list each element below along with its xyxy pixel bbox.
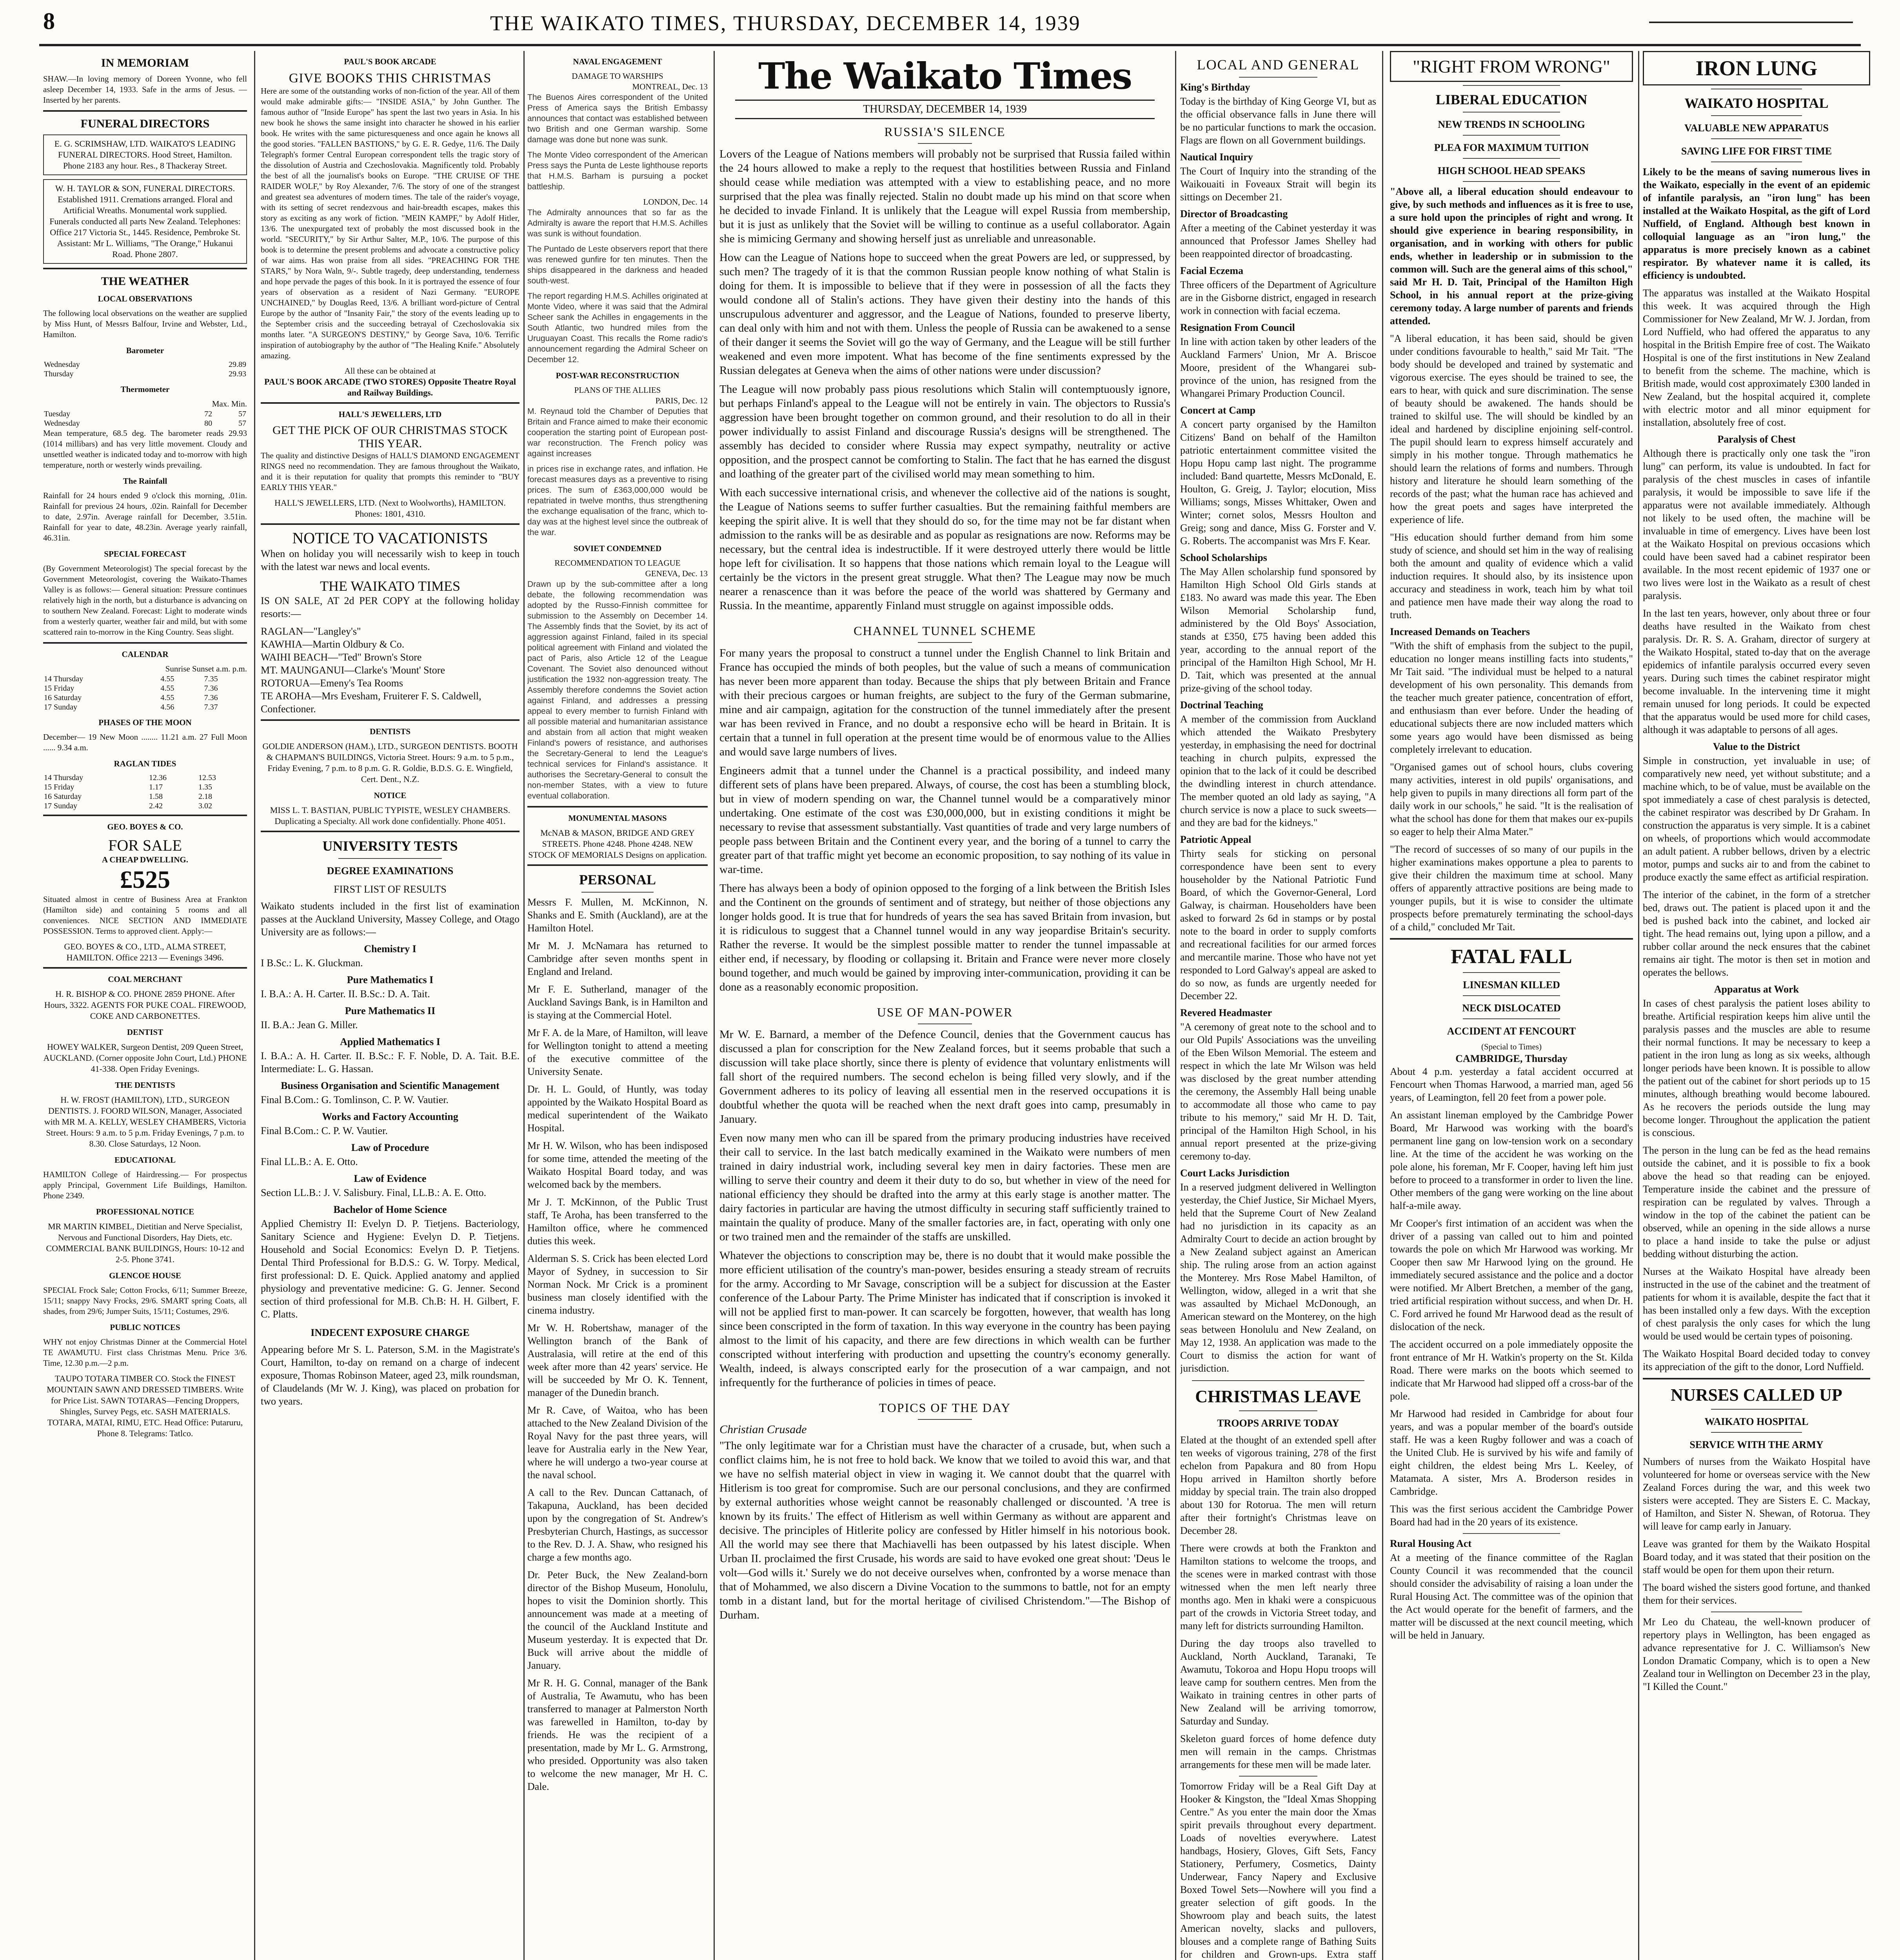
coal-heading: COAL MERCHANT	[108, 975, 182, 984]
topics-heading: TOPICS OF THE DAY	[879, 1401, 1011, 1415]
public-notice: WHY not enjoy Christmas Dinner at the Commercial Hotel TE AWAMUTU. First class Christmas Menu. Price 3/6. Time, 12.30 p.m.—2 p.m.	[43, 1337, 247, 1368]
local-item-heading: Facial Eczema	[1180, 265, 1243, 276]
local-item-heading: Resignation From Council	[1180, 322, 1295, 333]
dentist-heading: DENTIST	[127, 1027, 163, 1037]
dwelling: A CHEAP DWELLING.	[102, 855, 188, 864]
local-item-heading: School Scholarships	[1180, 552, 1267, 563]
column-divider	[254, 51, 255, 1960]
kimbel-ad: MR MARTIN KIMBEL, Dietitian and Nerve Specialist, Nervous and Functional Disorders, Hay Diets, etc. COMMERCIAL BANK BUILDINGS, Hours: 10-12 and 2-5. Phone 3741.	[46, 1221, 244, 1264]
totara-ad: TAUPO TOTARA TIMBER CO. Stock the FINEST MOUNTAIN SAWN AND DRESSED TIMBERS. Write for Price List. SAWN TOTARAS—Fencing Droppers, Shingles, Survey Pegs, etc. SASH MATERIALS. TOTARA, MATAI, RIMU, ETC. Head Office: Putaruru, Phone 8. Telegrams: Tatlco.	[46, 1374, 243, 1438]
soviet-heading: SOVIET CONDEMNED	[573, 544, 662, 553]
public-notices-heading: PUBLIC NOTICES	[110, 1323, 180, 1332]
local-item-text: In line with action taken by other leaders of the Auckland Farmers' Union, Mr A. Briscoe Moore, president of the Whangarei sub-province of the union, has resigned from the Whangarei Primary Production Council.	[1180, 336, 1376, 399]
right-from-wrong-box	[1390, 51, 1633, 82]
scrimshaw-ad: E. G. SCRIMSHAW, LTD. WAIKATO'S LEADING FUNERAL DIRECTORS. Hood Street, Hamilton. Phone 2183 any hour. Res., 8 Thackeray Street.	[43, 134, 247, 175]
tides-table: 14 Thursday 12.36 12.53 15 Friday 1.17 1.35 16 Saturday 1.58 2.18 17 Sunday 2.42 3.02	[44, 773, 216, 810]
column-divider	[714, 51, 715, 1960]
masthead-rule	[39, 44, 1861, 46]
local-item-text: After a meeting of the Cabinet yesterday it was announced that Professor James Shelley had been reappointed director of broadcasting.	[1180, 222, 1376, 260]
nameplate: The Waikato Times	[758, 55, 1132, 97]
halls-text: The quality and distinctive Designs of HALL'S DIAMOND ENGAGEMENT RINGS need no recommendation. They are famous throughout the Waikato, and it is their reputation for quality that prompts this reminder to "BUY EARLY THIS YEAR."	[261, 451, 520, 492]
result-names: Final B.Com.: C. P. W. Vautier.	[261, 1125, 388, 1136]
personal-item: Mr F. A. de la Mare, of Hamilton, will leave for Wellington tonight to attend a meeting of the executive committee of the University Senate.	[527, 1027, 708, 1077]
result-subject: Pure Mathematics I	[347, 974, 434, 985]
personal-item: Mr F. E. Sutherland, manager of the Auckland Savings Bank, is in Hamilton and is staying at the Commercial Hotel.	[527, 984, 708, 1021]
thermometer-note: Mean temperature, 68.5 deg. The barometer reads 29.93 (1014 millibars) and has very little movement. Cloudy and unsettled weather is indicated today and to-morrow with high temperature, north or westerly winds prevailing.	[43, 428, 247, 470]
local-item-text: A concert party organised by the Hamilton Citizens' Band on behalf of the Hamilton patriotic entertainment committee visited the Hopu Hopu camp last night. The programme included: Band quartette, Messrs McDonald, E. Houlton, G. Greig, J. Taylor; elocution, Miss Williams; songs, Misses Whittaker, Owen and Winter; cornet solos, Messrs Houlton and Greig; song and dance, Miss G. Forster and V. G. Roberts. The accompanist was Mrs F. Kear.	[1180, 419, 1376, 546]
local-item-heading: Director of Broadcasting	[1180, 208, 1288, 220]
naval-heading: NAVAL ENGAGEMENT	[573, 57, 662, 66]
local-item-text: A member of the commission from Auckland which attended the Waikato Presbytery yesterday, in emphasising the need for doctrinal teaching in church pulpits, expressed the opinion that to the lack of it could be described the dwindling interest in church attendance. The member quoted an old lady as saying, "A church service is now a place to suck sweets—and they are bad for the kidneys."	[1180, 713, 1376, 828]
boyes-heading: GEO. BOYES & CO.	[107, 822, 183, 831]
result-subject: Applied Mathematics I	[340, 1036, 440, 1047]
local-item-text: The May Allen scholarship fund sponsored by Hamilton High School Old Girls stands at £183. No award was made this year. The Eben Wilson Memorial Scholarship fund, administered by the Old Boys' Association, stands at £350, £75 having been added this year, according to the annual report of the principal of the Hamilton High School, Mr H. D. Tait, which was presented at the annual prize-giving of the school today.	[1180, 566, 1376, 694]
glencoe-text: SPECIAL Frock Sale; Cotton Frocks, 6/11; Summer Breeze, 15/11; snappy Navy Frocks, 29/6. SMART spring Coats, all shades, from 29/6; Jumper Suits, 15/11; Costumes, 29/6.	[43, 1285, 247, 1316]
barometer-table: Wednesday 29.89 Thursday 29.93	[44, 360, 246, 378]
bastian-ad: MISS L. T. BASTIAN, PUBLIC TYPISTE, WESLEY CHAMBERS. Duplicating a Specialty. All work done confidentially. Phone 4051.	[270, 805, 510, 826]
column-divider	[1175, 51, 1176, 1960]
personal-item: Mr W. H. Robertshaw, manager of the Wellington branch of the Bank of Australasia, will retire at the end of this week after more than 42 years' service. He will be succeeded by Mr O. K. Tennent, manager of the Dunedin branch.	[527, 1322, 708, 1398]
result-names: Applied Chemistry II: Evelyn D. P. Tietjens. Bacteriology, Sanitary Science and Hygiene: Evelyn D. P. Tietjens. Household and Social Economics: Evelyn D. P. Tietjens. Dental Third Professional for B.D.S.: G. W. Torpy. Medical, first professional: D. E. Quick. Applied anatomy and applied physiology and preventative medicine: G. G. Jenner. Second section of third professional for M.B. Ch.B: H. H. Gilbert, F. C. Platts.	[261, 1218, 520, 1320]
personal-list	[527, 896, 708, 1793]
personal-item: Mr R. H. G. Connal, manager of the Bank of Australia, Te Awamutu, who has been transferred to manager at Palmerston North was farewelled in Hamilton, to-day by friends. He was the recipient of a presentation, made by Mr L. G. Armstrong, who presided. Opportunity was also taken to welcome the new manager, Mr H. C. Dale.	[527, 1677, 708, 1792]
column-divider	[1382, 51, 1383, 1960]
hooker-kingston-ad: Tomorrow Friday will be a Real Gift Day at Hooker & Kingston, the "Ideal Xmas Shopping Centre." As you enter the main door the Xmas spirit prevails throughout every department. Loads of novelties everywhere. Latest handbags, Hosiery, Gloves, Gift Sets, Fancy Stationery, Perfumery, Cosmetics, Dainty Underwear, Fancy Napery and Exclusive Boxed Towel Sets—Nowhere will you find a greater selection of gift goods. In the Showroom play and beach suits, the latest American novelty, slacks and pullovers, blouses and a complete range of Bathing Suits for children and Grown-ups. Extra staff	[1180, 1780, 1376, 1960]
post-war-heading: POST-WAR RECONSTRUCTION	[556, 371, 679, 380]
local-item-heading: Nautical Inquiry	[1180, 151, 1253, 163]
pick-stock: GET THE PICK OF OUR CHRISTMAS STOCK THIS YEAR.	[272, 424, 508, 450]
local-item-text: "A ceremony of great note to the school and to our Old Pupils' Associations was the unveiling of the Eben Wilson Memorial. The esteem and respect in which the late Mr Wilson was held was disclosed by the great number attending the ceremony, the Assembly Hall being unable to accommodate all those who came to pay tribute to his memory," said Mr H. D. Tait, principal of the Hamilton High School, in his annual report presented at the prize-giving ceremony to-day.	[1180, 1021, 1376, 1162]
running-title: THE WAIKATO TIMES, THURSDAY, DECEMBER 14, 1939	[490, 11, 1081, 35]
local-item-text: Three officers of the Department of Agriculture are in the Gisborne district, engaged in research work in connection with facial eczema.	[1180, 279, 1376, 316]
personal-item: A call to the Rev. Duncan Cattanach, of Takapuna, Auckland, has been decided upon by the congregation of St. Andrew's Presbyterian Church, Hastings, as successor to the Rev. D. J. A. Shaw, who resigned his charge a few months ago.	[527, 1487, 708, 1563]
column-divider	[1638, 51, 1639, 1960]
edition-date: THURSDAY, DECEMBER 14, 1939	[735, 100, 1155, 119]
bishop-ad: H. R. BISHOP & CO. PHONE 2859 PHONE. After Hours, 3322. AGENTS FOR PUKE COAL. FIREWOOD, COKE AND CARBONETTES.	[44, 989, 246, 1021]
notice-heading: NOTICE	[374, 791, 407, 800]
personal-item: Dr. Peter Buck, the New Zealand-born director of the Bishop Museum, Honolulu, hopes to visit the Dominion shortly. This announcement was made at a meeting of the council of the Auckland Institute and Museum yesterday. It is expected that Dr. Buck will arrive about the middle of January.	[527, 1569, 708, 1671]
funeral-heading: FUNERAL DIRECTORS	[80, 117, 210, 130]
paul-ad: PAUL'S BOOK ARCADE (TWO STORES) Opposite Theatre Royal and Railway Buildings.	[264, 377, 516, 397]
result-subject: Pure Mathematics II	[345, 1005, 436, 1016]
nurses-heading: NURSES CALLED UP	[1671, 1385, 1842, 1405]
result-names: I B.Sc.: L. K. Gluckman.	[261, 957, 363, 969]
frost-ad: H. W. FROST (HAMILTON), LTD., SURGEON DENTISTS. J. FOORD WILSON, Manager, Associated with MR M. A. KELLY, WESLEY CHAMBERS, Victoria Street. Hours: 9 a.m. to 5 p.m. Friday Evenings, 7 p.m. to 8.30. Close Saturdays, 12 Noon.	[44, 1095, 246, 1149]
right-from-wrong-heading: "RIGHT FROM WRONG"	[1413, 56, 1610, 76]
sale-text: Situated almost in centre of Business Area at Frankton (Hamilton side) and containing 5 rooms and all conveniences. NICE SECTION AND IMMEDIATE POSSESSION. Terms to approved client. Apply:—	[43, 895, 247, 936]
result-subject: Law of Procedure	[351, 1142, 429, 1153]
ads-column: PAUL'S BOOK ARCADE GIVE BOOKS THIS CHRISTMAS Here are some of the outstanding works of non-fiction of the year. All of them would make admirable gifts:— "INSIDE ASIA," by John Gunther. The famous author of "Inside Europe" has spent the last two years in Asia. In his new book he shows the same insight into character he showed in his earlier book. He writes with the same picturesqueness and once again he knows all the good stories. "FALLEN BASTIONS," by G. E. R. Gedye, 11/6. The Daily Telegraph's former Central European correspondent tells the tragic story of the dissolution of Austria and Czechoslovakia. Magnificently told. Probably the best of all the journalist's books on Europe. "THE CRUISE OF THE RAIDER WOLF," by Roy Alexander, 7/6. The story of one of the strangest and greatest sea adventures of modern times. The tale of the raider's voyage, with its setting of secret rendezvous and hair-breadth escapes, makes this story as exciting as any work of fiction. "MEIN KAMPF," by Adolf Hitler, 13/6. The unexpurgated text of probably the most discussed book in the world. "SECURITY," by Sir Arthur Salter, M.P., 10/6. The purpose of this book is to determine the present problems and advocate a constructive policy of war aims. Has won praise from all sides. "PREACHING FOR THE STARS," by Nora Waln, 9/-. Subtle tragedy, deep understanding, tenderness and hope pervade the pages of this book. In it is portrayed the essence of four years of observation as a resident of Nazi Germany. "EUROPE UNCHAINED," by Douglas Reed, 13/6. A brilliant word-picture of Central Europe by the author of "Insanity Fair," the story of the events leading up to the September crisis and the succeeding betrayal of Czechoslovakia six months later. "A SURGEON'S DESTINY," by George Sava, 10/6. Terrific inspiration of autobiography by the author of "The Healing Knife." Absolutely amazing. All these can be obtained at PAUL'S BOOK ARCADE (TWO STORES) Opposite Theatre Royal and Railway Buildings. HALL'S JEWELLERS, LTD GET THE PICK OF OUR CHRISTMAS STOCK THIS YEAR. The quality and distinctive Designs of HALL'S DIAMOND ENGAGEMENT RINGS need no recommendation. They are famous throughout the Waikato, and it is their reputation for quality that prompts this reminder to "BUY EARLY THIS YEAR." HALL'S JEWELLERS, LTD. (Next to Woolworths), HAMILTON. Phones: 1801, 4310. NOTICE TO VACATIONISTS When on holiday you will necessarily wish to keep in touch with the latest war news and local events. THE WAIKATO TIMES IS ON SALE, AT 2d PER COPY at the following holiday resorts:— RAGLAN—"Langley's" KAWHIA—Martin Oldbury & Co. WAIHI BEACH—"Ted" Brown's Store MT. MAUNGANUI—Clarke's 'Mount' Store ROTORUA—Emeny's Tea Rooms TE AROHA—Mrs Evesham, Fruiterer F. S. Caldwell, Confectioner. DENTISTS GOLDIE ANDERSON (HAM.), LTD., SURGEON DENTISTS. BOOTH & CHAPMAN'S BUILDINGS, Victoria Street. Hours: 9 a.m. to 5 p.m., Friday Evening, 7 p.m. to 8 p.m. G. R. Goldie, B.D.S. G. E. Wingfield, Cert. Dent., N.Z. NOTICE MISS L. T. BASTIAN, PUBLIC TYPISTE, WESLEY CHAMBERS. Duplicating a Specialty. All work done confidentially. Phone 4051. UNIVERSITY TESTS DEGREE EXAMINATIONS FIRST LIST OF RESULTS Waikato students included in the first list of examination passes at the Auckland University, Massey College, and Otago University are as follows:— Chemistry I I B.Sc.: L. K. Gluckman. Pure Mathematics I I. B.A.: A. H. Carter. II. B.Sc.: D. A. Tait. Pure Mathematics II II. B.A.: Jean G. Miller. Applied Mathematics I I. B.A.: A. H. Carter. II. B.Sc.: F. F. Noble, D. A. Tait. B.E. Intermediate: L. G. Hassan. Business Organisation and Scientific Management Final B.Com.: G. Tomlinson, C. P. W. Vautier. Works and Factory Accounting Final B.Com.: C. P. W. Vautier. Law of Procedure Final LL.B.: A. E. Otto. Law of Evidence Section LL.B.: J. V. Salisbury. Final, LL.B.: A. E. Otto. Bachelor of Home Science Applied Chemistry II: Evelyn D. P. Tietjens. Bacteriology, Sanitary Science and Hygiene: Evelyn D. P. Tietjens. Household and Social Economics: Evelyn D. P. Tietjens. Dental Third Professional for B.D.S.: G. W. Torpy. Medical, first professional: D. E. Quick. Applied anatomy and applied physiology and preventative medicine: G. G. Jenner. Second section of third professional for M.B. Ch.B: H. H. Gilbert, F. C. Platts. INDECENT EXPOSURE CHARGE Appearing before Mr S. L. Paterson, S.M. in the Magistrate's Court, Hamilton, to-day on remand on a charge of indecent exposure, Thomas Robinson Mateer, aged 23, milk roundsman, of Claudelands (Mr W. J. King), was placed on probation for two years.	[261, 57, 520, 1407]
education-lead: "Above all, a liberal education should endeavour to give, by such methods and influences as it is free to use, a sure hold upon the principles of right and wrong. It should give experience in bearing responsibility, in organisation, and in working with others for public ends, whether in leadership or in submission to the common will. Such are the general aims of this school," said Mr H. D. Tait, Principal of the Hamilton High School, in his annual report at the prize-giving ceremony today. A large number of parents and friends attended.	[1390, 186, 1633, 327]
local-item-heading: Doctrinal Teaching	[1180, 699, 1263, 711]
local-item-heading: Patriotic Appeal	[1180, 834, 1252, 845]
russia-heading: RUSSIA'S SILENCE	[884, 125, 1006, 139]
memoriam-notice: SHAW.—In loving memory of Doreen Yvonne, who fell asleep December 14, 1933. Safe in the arms of Jesus. —Inserted by her parents.	[43, 74, 247, 105]
local-item-text: In a reserved judgment delivered in Wellington yesterday, the Chief Justice, Sir Michael Myers, held that the Supreme Court of New Zealand had no jurisdiction in its capacity as an Admiralty Court to decide an action brought by a New Zealand subject against an American ship. The ruling arose from an action against the Monterey. Mrs Rose Mabel Hamilton, of Wellington, widow, alleged in a writ that she was assaulted by Michael McDonough, an American steward on the Monterey, on the high seas between Honolulu and New Zealand, on May 12, 1938. An application was made to the Court to dismiss the action for want of jurisdiction.	[1180, 1181, 1376, 1374]
personal-item: Dr. H. L. Gould, of Huntly, was today appointed by the Waikato Hospital Board as medical superintendent of the Waikato Hospital.	[527, 1083, 708, 1134]
result-names: I. B.A.: A. H. Carter. II. B.Sc.: F. F. Noble, D. A. Tait. B.E. Intermediate: L. G. Hassan.	[261, 1050, 520, 1074]
moon-text: December— 19 New Moon ........ 11.21 a.m. 27 Full Moon ...... 9.34 a.m.	[43, 732, 247, 752]
indecent-heading: INDECENT EXPOSURE CHARGE	[311, 1327, 470, 1338]
forecast-heading: SPECIAL FORECAST	[104, 549, 186, 559]
local-item-heading: King's Birthday	[1180, 82, 1250, 93]
result-names: Final LL.B.: A. E. Otto.	[261, 1156, 358, 1167]
calendar-table: 14 Thursday 4.55 7.35 15 Friday 4.55 7.36 16 Saturday 4.55 7.36 17 Sunday 4.56 7.37	[44, 675, 218, 711]
resort: ROTORUA—Emeny's Tea Rooms	[261, 677, 403, 689]
manpower-heading: USE OF MAN-POWER	[877, 1005, 1013, 1019]
results-list	[261, 943, 520, 1321]
personal-item: Mr J. T. McKinnon, of the Public Trust staff, Te Aroha, has been transferred to the Hamilton office, where he commenced duties this week.	[527, 1196, 708, 1247]
personal-heading: PERSONAL	[579, 872, 656, 887]
observations-text: The following local observations on the weather are supplied by Miss Hunt, of Messrs Balfour, Irvine and Webster, Ltd., Hamilton.	[43, 309, 247, 339]
local-items	[1180, 82, 1376, 1375]
local-item-heading: Concert at Camp	[1180, 405, 1256, 416]
christmas-heading: CHRISTMAS LEAVE	[1195, 1387, 1361, 1406]
result-subject: Chemistry I	[364, 943, 416, 955]
notice-vacationists: NOTICE TO VACATIONISTS	[292, 529, 488, 547]
editorial-column: The Waikato Times THURSDAY, DECEMBER 14, 1939 RUSSIA'S SILENCE Lovers of the League of Nations members will probably not be surprised that Russia failed within the 24 hours allowed to make a reply to the request that hostilities between Russia and Finland should cease while mediation was attempted with a view to establishing peace, and no more surprised that the plea was finally rejected. Stalin no doubt made up his mind on that score when he decided to invade Finland. It is unlikely that the League will expel Russia from membership, but it is just as unlikely that the Soviet will be willing to continue as a useful collaborator. Again she is mimicing Germany and showing herself just as unreliable and unreasonable. How can the League of Nations hope to succeed when the great Powers are led, or suppressed, by such men? The tragedy of it is that the common Russian people know nothing of what Stalin is doing for them. It is impossible to believe that if they were in possession of all the facts they would condone all of Stalin's actions. They have given their destiny into the hands of this unscrupulous adventurer and aggressor, and the League of Nations, founded to preserve liberty, can deal only with him and not with them. Unless the people of Russia can be awakened to a sense of their danger it seems the Soviet will go the way of Germany, and the League will be still further weakened and even more impotent. What has become of the fine sentiments expressed by the Russian delegates at Geneva when the aims of other nations were under discussion? The League will now probably pass pious resolutions which Stalin will contemptuously ignore, but perhaps Finland's appeal to the League will not be entirely in vain. The objectors to Russia's aggression have been brought together on common ground, and their resolution to do all in their power individually to assist Finland and discourage Russia's designs will be strengthened. The assembly has decided to consider where Russia may expect sympathy, neutrality or active opposition, and the prospect cannot be comforting to Stalin. The fact that he has earned the disgust and loathing of the greater part of the civilised world may mean something to him. With each successive international crisis, and whenever the collective aid of the nations is sought, the League of Nations seems to suffer further casualties. But the remaining faithful members are keeping the spirit alive. It is well that they should do so, for the time may not be far distant when admission to the ranks will be as desirable and as popular as resignations are now. Reforms may be necessary, but the central idea is indestructible. If it were destroyed utterly there would be little hope left for civilisation. It so happens that those nations which remain loyal to the League will certainly be the victors in the present great struggle. What then? The League may now be much nearer a renascence than it was before the peace of the world was shattered by Germany and Russia. In the meantime, apparently Finland must struggle on against impossible odds. CHANNEL TUNNEL SCHEME For many years the proposal to construct a tunnel under the English Channel to link Britain and France has occupied the minds of both peoples, but the value of such a means of communication has never been more apparent than today. Because the ships that ply between Britain and France with their precious cargoes or human freights, are subject to the fury of the German submarine, mine and air campaign, agitation for the construction of the tunnel immediately after the present war has been revived in France, and no doubt a responsive echo will be heard in Britain. It is certain that a tunnel in full operation at the present time would be of enormous value to the Allies and would save large numbers of lives. Engineers admit that a tunnel under the Channel is a practical possibility, and indeed many different sets of plans have been prepared. Always, of course, the cost has been a stumbling block, but in view of modern spending on war, the Channel tunnel would be a comparatively minor undertaking. One estimate of the cost was £30,000,000, but in existing conditions it might be necessary to revise that assessment substantially. Vast quantities of trade and very large numbers of people pass between Britain and the Continent every year, and the boring of a tunnel to carry the greater part of that traffic might yet become an economic proposition, to say nothing of its value in war-time. There has always been a body of opinion opposed to the forging of a link between the British Isles and the Continent on the grounds of sentiment and of strategy, but neither of those objections any longer holds good. It is true that for hundreds of years the sea has saved Britain from invasion, but it is ridiculous to suggest that a Channel tunnel would in any way jeopardise Britain's security. Rather the reverse. It would be the simplest possible matter to render the tunnel impassable at either end, if necessary, by flooding or collapsing it. Britain and France were never more closely bound together, and much would be gained by improving inter-communication, providing it can be done as a reasonably economic proposition. USE OF MAN-POWER Mr W. E. Barnard, a member of the Defence Council, denies that the Government caucus has discussed a plan for conscription for the New Zealand forces, but it seems probable that such a discussion will take place shortly, since there is plenty of evidence that voluntary enlistments will fall short of the required numbers. The second echelon is being filled very slowly, and if the Government adheres to its policy of leaving all essential men in the reserved occupations it is doubtful whether the quota will be reached when the next draft goes into camp, presumably in January. Even now many men who can ill be spared from the primary producing industries have received their call to service. In the last batch medically examined in the Waikato were numbers of men trained in dairy industrial work, including several key men in dairy factories. These men are willing to serve their country and deem it their duty to do so, but whether in view of the need for national efficiency they should be drafted into the army at this early stage is another matter. The dairy factories in particular are having the utmost difficulty in securing staff sufficiently trained to maintain the quality of produce. Many of the smaller factories are, in fact, operating with only one or two trained men and the remainder of the staffs are unskilled. Whatever the objections to conscription may be, there is no doubt that it would make possible the more efficient utilisation of the country's man-power, besides ensuring a steady stream of recruits for the army. According to Mr Savage, conscription will be a subject for discussion at the Easter conference of the Labour Party. The Prime Minister has indicated that if conscription is invoked it will not be applied first to man-power. It can scarcely be forgotten, however, that wealth has long since been conscripted in the form of taxation. In this way everyone in the country has been paying almost to the limit of his capacity, and there are few directions in which wealth can be further conscripted without interfering with production and upsetting the country's economy generally. Wealth, indeed, is always conscripted early for the prosecution of a war campaign, and not infrequently for the furtherance of policies in times of peace. TOPICS OF THE DAY Christian Crusade "The only legitimate war for a Christian must have the character of a crusade, but, when such a conflict claims him, he is not free to hold back. We know that we toiled to avoid this war, and that we have no selfish material object in view in waging it. We cannot doubt that the quarrel with Hitlerism is too great for compromise. Such are our personal conclusions, and they are confirmed by external authorities whose weight cannot be reasonably challenged or discounted. 'A tree is known by its fruits.' The effect of Hitlerism as well within Germany as without are apparent and decisive. The principles of Hitlerite policy are confessed by Hitler himself in his notorious book. All the world may see there that Machiavelli has been outpassed by his latest disciple. When Urban II. proclaimed the first Crusade, his words are said to have evoked one great shout: 'Deus le volt—God wills it.' Surely we do not deceive ourselves when, confronted by a worse menace than that of Mohammed, we also discern a Divine Vocation to the summons to battle, not for an empty tomb in a distant land, but for the mortal heritage of civilised Christendom."—The Bishop of Durham.	[719, 55, 1170, 1621]
local-item-text: Thirty seals for sticking on personal correspondence have been sent to every householder by the National Patriotic Fund Board, of which the Governor-General, Lord Galway, is chairman. Householders have been asked to forward 2s 6d in stamps or by postal note to the board in order to supply comforts and recreational facilities for our armed forces and mercantile marine. Those who have not yet responded to Lord Galway's appeal are asked to do so now, as funds are urgently needed for December 22.	[1180, 848, 1376, 1002]
thermometer-heading: Thermometer	[120, 385, 170, 394]
resort: MT. MAUNGANUI—Clarke's 'Mount' Store	[261, 664, 445, 676]
personal-item: Mr M. J. McNamara has returned to Cambridge after seven months spent in England and Ireland.	[527, 940, 708, 977]
dentists-heading: DENTISTS	[370, 727, 411, 736]
result-subject: Business Organisation and Scientific Management	[281, 1080, 500, 1091]
local-item-heading: Court Lacks Jurisdiction	[1180, 1167, 1290, 1179]
education-column: "RIGHT FROM WRONG" LIBERAL EDUCATION NEW TRENDS IN SCHOOLING PLEA FOR MAXIMUM TUITION HIGH SCHOOL HEAD SPEAKS "Above all, a liberal education should endeavour to give, by such methods and influences as it is free to use, a sure hold upon the principles of right and wrong. It should give experience in bearing responsibility, in organisation, and in working with others for public ends, whether in leadership or in submission to the common will. Such are the general aims of this school," said Mr H. D. Tait, Principal of the Hamilton High School, in his annual report at the prize-giving ceremony today. A large number of parents and friends attended. "A liberal education, it has been said, should be given under conditions favourable to health," said Mr Tait. "The body should be developed and trained by systematic and vigorous exercise. The eyes should be trained to see, the ears to hear, with quick and sure discrimination. The sense of beauty should be awakened. The hands should be trained to skilful use. The will should be kindled by an ideal and hardened by discipline enjoining self-control. The pupil should learn to express himself accurately and simply in his mother tongue. Through mathematics he should learn the relations of forms and numbers. Through history and literature he should learn something of the records of the past; what the human race has achieved and how the great poets and sages have interpreted the experience of life. "His education should further demand from him some study of science, and should set him in the way of realising both the amount and quality of evidence which a valid induction requires. It should also, by its insistence upon accuracy and steadiness in work, teach him by what toil and patience men have made their way along the road to truth. Increased Demands on Teachers "With the shift of emphasis from the subject to the pupil, education no longer means instilling facts into students," Mr Tait said. "The individual must be helped to a natural development of his own personality. This demands from the teacher much greater patience, concentration of effort, and enthusiasm than ever before. Under the heading of educational subjects there are now included matters which some years ago would have been dismissed as being completely irrelevant to education. "Organised games out of school hours, clubs covering many activities, interest in old pupils' organisations, and help given to pupils in many directions all form part of the daily work in our schools," he said. "It is the realisation of what the school has done for them that makes our ex-pupils so eager to help their Alma Mater." "The record of successes of so many of our pupils in the higher examinations makes opportune a plea to parents to give their children the maximum time at school. Many offers of apparently attractive positions are being made to younger pupils, but it is wise to consider the ultimate prospects before prematurely terminating the school-days of a child," concluded Mr Tait. FATAL FALL LINESMAN KILLED NECK DISLOCATED ACCIDENT AT FENCOURT (Special to Times) CAMBRIDGE, Thursday About 4 p.m. yesterday a fatal accident occurred at Fencourt when Thomas Harwood, a married man, aged 56 years, of Leamington, fell 20 feet from a power pole. An assistant lineman employed by the Cambridge Power Board, Mr Harwood was working with the board's permanent line gang on low-tension work on a secondary line. At the time of the accident he was working on the pole alone, his foreman, Mr F. Cooper, having left him just before to proceed to a transformer in order to liven the line. Other members of the gang were working on the line about half-a-mile away. Mr Cooper's first intimation of an accident was when the driver of a passing van called out to him and pointed towards the pole on which Mr Harwood was working. Mr Cooper then saw Mr Harwood lying on the ground. He immediately secured assistance and the police and a doctor were notified. Mr Albert Bretchen, a member of the gang, tried artificial respiration without success, and when Dr. H. C. Ford arrived he found Mr Harwood dead as the result of dislocation of the neck. The accident occurred on a pole immediately opposite the front entrance of Mr H. Watkin's property on the St. Kilda Road. There were marks on the boots which seemed to indicate that Mr Harwood had slipped off a cross-bar of the pole. Mr Harwood had resided in Cambridge for about four years, and was a popular member of the board's outside staff. He was a keen Rugby follower and was a coach of the United Club. He is survived by his wife and family of eight children, the eldest being Mrs L. Keeley, of Matamata. A sister, Mrs A. Broderson resides in Cambridge. This was the first serious accident the Cambridge Power Board had had in the 20 years of its existence. Rural Housing Act At a meeting of the finance committee of the Raglan County Council it was recommended that the council should consider the advisability of raising a loan under the Rural Housing Act. The committee was of the opinion that the Act would operate for the benefit of farmers, and the matter will be discussed at the next council meeting, which will be held in January.	[1390, 51, 1633, 1646]
university-intro: Waikato students included in the first list of examination passes at the Auckland University, Massey College, and Otago University are as follows:—	[261, 900, 520, 938]
cables-column: NAVAL ENGAGEMENT DAMAGE TO WARSHIPS MONTREAL, Dec. 13 The Buenos Aires correspondent of the United Press of America says the British Embassy announces that contact was established between two British and one German warship. Some damage was done but none was sunk. The Monte Video correspondent of the American Press says the Punta de Leste lighthouse reports that H.M.S. Barham is pursuing a pocket battleship. LONDON, Dec. 14 The Admiralty announces that so far as the Admiralty is aware the report that H.M.S. Achilles was sunk is without foundation. The Puntado de Leste observers report that there was renewed gunfire for ten minutes. Then the ships disappeared in the darkness and headed south-west. The report regarding H.M.S. Achilles originated at Monte Video, where it was said that the Admiral Scheer sank the Achilles in engagements in the South Atlantic, two hundred miles from the Uruguayan Coast. This recalls the Rome radio's announcement regarding the Admiral Scheer on December 12. POST-WAR RECONSTRUCTION PLANS OF THE ALLIES PARIS, Dec. 12 M. Reynaud told the Chamber of Deputies that Britain and France aimed to make their economic cooperation the starting point of European post-war reconstruction. The French policy was against increases in prices rise in exchange rates, and inflation. He forecast measures days as a preventive to rising prices. The sum of £363,000,000 would be repatriated in twelve months, thus strengthening the exchange equalisation of the franc, which to-day was at the highest level since the outbreak of the war. SOVIET CONDEMNED RECOMMENDATION TO LEAGUE GENEVA, Dec. 13 Drawn up by the sub-committee after a long debate, the following recommendation was adopted by the Russo-Finnish committee for submission to the Assembly on December 14. The Assembly finds that the Soviet, by its act of aggression against Finland, failed in its special political agreement with Finland and violated the pact of Paris, also Article 12 of the League Covenant. The Soviet also denounced without justification the 1932 non-aggression treaty. The Assembly therefore condemns the Soviet action against Finland, and addresses a pressing appeal to every member to furnish Finland with all possible material and humanitarian assistance and abstain from all action that might weaken Finland's powers of resistance, and authorises the Secretary-General to lend the League's technical services for Finland's assistance. It authorises the Secretary-General to consult the non-member States, with a view to future eventual collaboration. MONUMENTAL MASONS McNAB & MASON, BRIDGE AND GREY STREETS. Phone 4248. Phone 4248. NEW STOCK OF MEMORIALS Designs on application. PERSONAL Messrs F. Mullen, M. McKinnon, N. Shanks and E. Smith (Auckland), are at the Hamilton Hotel. Mr M. J. McNamara has returned to Cambridge after seven months spent in England and Ireland. Mr F. E. Sutherland, manager of the Auckland Savings Bank, is in Hamilton and is staying at the Commercial Hotel. Mr F. A. de la Mare, of Hamilton, will leave for Wellington tonight to attend a meeting of the executive committee of the University Senate. Dr. H. L. Gould, of Huntly, was today appointed by the Waikato Hospital Board as medical superintendent of the Waikato Hospital. Mr H. W. Wilson, who has been indisposed for some time, attended the meeting of the Waikato Hospital Board today, and was welcomed back by the members. Mr J. T. McKinnon, of the Public Trust staff, Te Aroha, has been transferred to the Hamilton office, where he commenced duties this week. Alderman S. S. Crick has been elected Lord Mayor of Sydney, in succession to Sir Norman Nock. Mr Crick is a prominent business man closely identified with the cinema industry. Mr W. H. Robertshaw, manager of the Wellington branch of the Bank of Australasia, will retire at the end of this week after more than 42 years' service. He will be succeeded by Mr O. K. Tennent, manager of the Dunedin branch. Mr R. Cave, of Waitoa, who has been attached to the New Zealand Division of the Royal Navy for the past three years, will leave for Australia early in the New Year, where he will undergo a two-year course at the naval school. A call to the Rev. Duncan Cattanach, of Takapuna, Auckland, has been decided upon by the congregation of St. Andrew's Presbyterian Church, Hastings, as successor to the Rev. D. J. A. Shaw, who resigned his charge a few months ago. Dr. Peter Buck, the New Zealand-born director of the Bishop Museum, Honolulu, hopes to visit the Dominion shortly. This announcement was made at a meeting of the council of the Auckland Institute and Museum yesterday. It is expected that Dr. Buck will arrive about the middle of January. Mr R. H. G. Connal, manager of the Bank of Australia, Te Awamutu, who has been transferred to manager at Palmerston North was farewelled in Hamilton, to-day by friends. He was the recipient of a presentation, made by Mr L. G. Armstrong, who presided. Opportunity was also taken to welcome the new manager, Mr H. C. Dale.	[527, 57, 708, 1792]
result-names: Final B.Com.: G. Tomlinson, C. P. W. Vautier.	[261, 1094, 449, 1105]
local-column: LOCAL AND GENERAL King's Birthday Today is the birthday of King George VI, but as the official observance falls in June there will be no particular functions to mark the occasion. Flags are flown on all Government buildings. Nautical Inquiry The Court of Inquiry into the stranding of the Waikouaiti in Foveaux Strait will begin its sittings on December 21. Director of Broadcasting After a meeting of the Cabinet yesterday it was announced that Professor James Shelley had been reappointed director of broadcasting. Facial Eczema Three officers of the Department of Agriculture are in the Gisborne district, engaged in research work in connection with facial eczema. Resignation From Council In line with action taken by other leaders of the Auckland Farmers' Union, Mr A. Briscoe Moore, president of the Whangarei sub-province of the union, has resigned from the Whangarei Primary Production Council. Concert at Camp A concert party organised by the Hamilton Citizens' Band on behalf of the Hamilton patriotic entertainment committee visited the Hopu Hopu camp last night. The programme included: Band quartette, Messrs McDonald, E. Houlton, G. Greig, J. Taylor; elocution, Miss Williams; songs, Misses Whittaker, Owen and Winter; cornet solos, Messrs Houlton and Greig; song and dance, Miss G. Forster and V. G. Roberts. The accompanist was Mrs F. Kear. School Scholarships The May Allen scholarship fund sponsored by Hamilton High School Old Girls stands at £183. No award was made this year. The Eben Wilson Memorial Scholarship fund, administered by the Old Boys' Association, stands at £350, £75 having been added this year, according to the annual report of the principal of the Hamilton High School, Mr H. D. Tait, which was presented at the annual prize-giving of the school today. Doctrinal Teaching A member of the commission from Auckland which attended the Waikato Presbytery yesterday, in emphasising the need for doctrinal teaching in church pulpits, expressed the opinion that to the lack of it could be described the dwindling interest in church attendance. The member quoted an old lady as saying, "A church service is now a place to suck sweets—and they are bad for the kidneys." Patriotic Appeal Thirty seals for sticking on personal correspondence have been sent to every householder by the National Patriotic Fund Board, of which the Governor-General, Lord Galway, is chairman. Householders have been asked to forward 2s 6d in stamps or by postal note to the board in order to supply comforts and recreational facilities for our armed forces and mercantile marine. Those who have not yet responded to Lord Galway's appeal are asked to do so now, as funds are urgently needed for December 22. Revered Headmaster "A ceremony of great note to the school and to our Old Pupils' Associations was the unveiling of the Eben Wilson Memorial. The esteem and respect in which the late Mr Wilson was held was disclosed by the great number attending the ceremony, the Assembly Hall being unable to accommodate all those who came to pay tribute to his memory," said Mr H. D. Tait, principal of the Hamilton High School, in his annual report presented at the prize-giving ceremony to-day. Court Lacks Jurisdiction In a reserved judgment delivered in Wellington yesterday, the Chief Justice, Sir Michael Myers, held that the Supreme Court of New Zealand had no jurisdiction in its capacity as an Admiralty Court to decide an action brought by a New Zealand subject against an American ship. The ruling arose from an action against the Monterey. Mrs Rose Mabel Hamilton, of Wellington, widow, alleged in a writ that she was assaulted by Michael McDonough, an American steward on the Monterey, on the high seas between Honolulu and New Zealand, on May 12, 1938. An application was made to the Court to dismiss the action for want of jurisdiction. CHRISTMAS LEAVE TROOPS ARRIVE TODAY Elated at the thought of an extended spell after ten weeks of vigorous training, 278 of the first echelon from Papakura and 80 from Hopu Hopu arrived in Hamilton shortly before midday by special train. The train also dropped about 130 for Rotorua. The men will return after their fortnight's Christmas leave on December 28. There were crowds at both the Frankton and Hamilton stations to welcome the troops, and the scenes were in marked contrast with those witnessed when the men left nearly three months ago. Men in khaki were a conspicuous part of the crowds in Victoria Street today, and many left for districts surrounding Hamilton. During the day troops also travelled to Auckland, North Auckland, Taranaki, Te Awamutu, Tokoroa and Hopu Hopu troops will leave camp for southern centres. Men from the Waikato in training centres in other parts of New Zealand will be arriving tomorrow, Saturday and Sunday. Skeleton guard forces of home defence duty men will remain in the camps. Christmas arrangements for these men will be made later. Tomorrow Friday will be a Real Gift Day at Hooker & Kingston, the "Ideal Xmas Shopping Centre." As you enter the main door the Xmas spirit prevails throughout every department. Loads of novelties everywhere. Latest handbags, Hosiery, Gloves, Gift Sets, Fancy Stationery, Perfumery, Cosmetics, Dainty Underwear, Fancy Napery and Exclusive Boxed Towel Sets—Nowhere will you find a greater selection of gift goods. In the Showroom play and beach suits, the latest American novelty, slacks and pullovers, blouses and a complete range of Bathing Suits for children and Grown-ups. Extra staff	[1180, 51, 1376, 1960]
masthead	[0, 0, 1900, 47]
result-subject: Bachelor of Home Science	[333, 1204, 447, 1215]
monumental-heading: MONUMENTAL MASONS	[568, 813, 667, 823]
classifieds-column: IN MEMORIAM SHAW.—In loving memory of Doreen Yvonne, who fell asleep December 14, 1933. Safe in the arms of Jesus. —Inserted by her parents. FUNERAL DIRECTORS E. G. SCRIMSHAW, LTD. WAIKATO'S LEADING FUNERAL DIRECTORS. Hood Street, Hamilton. Phone 2183 any hour. Res., 8 Thackeray Street. W. H. TAYLOR & SON, FUNERAL DIRECTORS. Established 1911. Cremations arranged. Floral and Artificial Wreaths. Monumental work supplied. Funerals conducted all parts New Zealand. Telephones: Office 217 Victoria St., 1445. Residence, Pembroke St. Assistant: Mr L. Williams, "The Orange," Hukanui Road. Phone 2807. THE WEATHER LOCAL OBSERVATIONS The following local observations on the weather are supplied by Miss Hunt, of Messrs Balfour, Irvine and Webster, Ltd., Hamilton. Barometer Wednesday 29.89 Thursday 29.93 Thermometer Max. Min. Tuesday 72 57 Wednesday 80 57 Mean temperature, 68.5 deg. The barometer reads 29.93 (1014 millibars) and has very little movement. Cloudy and unsettled weather is indicated today and to-morrow with high temperature, north or westerly winds prevailing. The Rainfall Rainfall for 24 hours ended 9 o'clock this morning, .01in. Rainfall for previous 24 hours, .02in. Rainfall for December to date, 2.97in. Average rainfall for December, 3.51in. Rainfall for year to date, 48.23in. Average yearly rainfall, 46.31in. SPECIAL FORECAST (By Government Meteorologist) The special forecast by the Government Meteorologist, covering the Waikato-Thames Valley is as follows:— General situation: Pressure continues relatively high in the north, but a disturbance is advancing on to southern New Zealand. Forecast: Light to moderate winds from a westerly quarter, weather fair and mild, but with some scattered rain to-morrow in the King Country. Seas slight. CALENDAR Sunrise Sunset a.m. p.m. 14 Thursday 4.55 7.35 15 Friday 4.55 7.36 16 Saturday 4.55 7.36 17 Sunday 4.56 7.37 PHASES OF THE MOON December— 19 New Moon ........ 11.21 a.m. 27 Full Moon ...... 9.34 a.m. RAGLAN TIDES 14 Thursday 12.36 12.53 15 Friday 1.17 1.35 16 Saturday 1.58 2.18 17 Sunday 2.42 3.02 GEO. BOYES & CO. FOR SALE A CHEAP DWELLING. £525 Situated almost in centre of Business Area at Frankton (Hamilton side) and containing 5 rooms and all conveniences. NICE SECTION AND IMMEDIATE POSSESSION. Terms to approved client. Apply:— GEO. BOYES & CO., LTD., ALMA STREET, HAMILTON. Office 2213 — Evenings 3496. COAL MERCHANT H. R. BISHOP & CO. PHONE 2859 PHONE. After Hours, 3322. AGENTS FOR PUKE COAL. FIREWOOD, COKE AND CARBONETTES. DENTIST HOWEY WALKER, Surgeon Dentist, 209 Queen Street, AUCKLAND. (Corner opposite John Court, Ltd.) PHONE 41-338. Open Friday Evenings. THE DENTISTS H. W. FROST (HAMILTON), LTD., SURGEON DENTISTS. J. FOORD WILSON, Manager, Associated with MR M. A. KELLY, WESLEY CHAMBERS, Victoria Street. Hours: 9 a.m. to 5 p.m. Friday Evenings, 7 p.m. to 8.30. Close Saturdays, 12 Noon. EDUCATIONAL HAMILTON College of Hairdressing.— For prospectus apply Principal, Government Life Buildings, Hamilton. Phone 2349. PROFESSIONAL NOTICE MR MARTIN KIMBEL, Dietitian and Nerve Specialist, Nervous and Functional Disorders, Hay Diets, etc. COMMERCIAL BANK BUILDINGS, Hours: 10-12 and 2-5. Phone 3741. GLENCOE HOUSE SPECIAL Frock Sale; Cotton Frocks, 6/11; Summer Breeze, 15/11; snappy Navy Frocks, 29/6. SMART spring Coats, all shades, from 29/6; Jumper Suits, 15/11; Costumes, 29/6. PUBLIC NOTICES WHY not enjoy Christmas Dinner at the Commercial Hotel TE AWAMUTU. First class Christmas Menu. Price 3/6. Time, 12.30 p.m.—2 p.m. TAUPO TOTARA TIMBER CO. Stock the FINEST MOUNTAIN SAWN AND DRESSED TIMBERS. Write for Price List. SAWN TOTARAS—Fencing Droppers, Shingles, Survey Pegs, etc. SASH MATERIALS. TOTARA, MATAI, RIMU, ETC. Head Office: Putaruru, Phone 8. Telegrams: Tatlco.	[43, 56, 247, 1438]
result-subject: Law of Evidence	[354, 1173, 427, 1184]
resort: KAWHIA—Martin Oldbury & Co.	[261, 639, 405, 650]
taylor-ad: W. H. TAYLOR & SON, FUNERAL DIRECTORS. Established 1911. Cremations arranged. Floral and Artificial Wreaths. Monumental work supplied. Funerals conducted all parts New Zealand. Telephones: Office 217 Victoria St., 1445. Residence, Pembroke St. Assistant: Mr L. Williams, "The Orange," Hukanui Road. Phone 2807.	[43, 179, 247, 264]
personal-item: Messrs F. Mullen, M. McKinnon, N. Shanks and E. Smith (Auckland), are at the Hamilton Hotel.	[527, 897, 708, 934]
local-heading: LOCAL AND GENERAL	[1197, 57, 1360, 73]
crusade-text: "The only legitimate war for a Christian must have the character of a crusade, but, when such a conflict claims him, he is not free to hold back. We know that we toiled to avoid this war, and that we have no selfish material object in view in waging it. We cannot doubt that the quarrel with Hitlerism is too great for compromise. Such are our personal conclusions, and they are confirmed by external authorities whose weight cannot be reasonably challenged or discounted. 'A tree is known by its fruits.' The effect of Hitlerism as well within Germany as without are apparent and decisive. The principles of Hitlerite policy are confessed by Hitler himself in his notorious book. All the world may see there that Machiavelli has been outpassed by his latest disciple. When Urban II. proclaimed the first Crusade, his words are said to have evoked one great shout: 'Deus le volt—God wills it.' Surely we do not deceive ourselves when, confronted by a worse menace than that of Mohammed, we also discern a Divine Vocation to the summons to battle, not for an empty tomb in a distant land, but for the mortal heritage of civilised Christendom."—The Bishop of Durham.	[719, 1439, 1170, 1621]
observations-heading: LOCAL OBSERVATIONS	[98, 294, 193, 303]
books-list: Here are some of the outstanding works of non-fiction of the year. All of them would make admirable gifts:— "INSIDE ASIA," by John Gunther. The famous author of "Inside Europe" has spent the last two years in Asia. In his new book he shows the same insight into character he showed in his earlier book. He writes with the same picturesqueness and once again he knows all the good stories. "FALLEN BASTIONS," by G. E. R. Gedye, 11/6. The Daily Telegraph's former Central European correspondent tells the tragic story of the dissolution of Austria and Czechoslovakia. Magnificently told. Probably the best of all the journalist's books on Europe. "THE CRUISE OF THE RAIDER WOLF," by Roy Alexander, 7/6. The story of one of the strangest and greatest sea adventures of modern times. The tale of the raider's voyage, with its setting of secret rendezvous and hair-breadth escapes, makes this story as exciting as any work of fiction. "MEIN KAMPF," by Adolf Hitler, 13/6. The unexpurgated text of probably the most discussed book in the world. "SECURITY," by Sir Arthur Salter, M.P., 10/6. The purpose of this book is to determine the present problems and advocate a constructive policy of war aims. Has won praise from all sides. "PREACHING FOR THE STARS," by Nora Waln, 9/-. Subtle tragedy, deep understanding, tenderness and hope pervade the pages of this book. In it is portrayed the essence of four years of observation as a resident of Nazi Germany. "EUROPE UNCHAINED," by Douglas Reed, 13/6. A brilliant word-picture of Central Europe by the author of "Insanity Fair," the story of the events leading up to the September crisis and the succeeding betrayal of Czechoslovakia six months later. "A SURGEON'S DESTINY," by George Sava, 10/6. Terrific inspiration of autobiography by the author of "The Healing Knife." Absolutely amazing.	[261, 86, 520, 360]
forecast-text: (By Government Meteorologist) The special forecast by the Government Meteorologist, covering the Waikato-Thames Valley is as follows:— General situation: Pressure continues relatively high in the north, but a disturbance is advancing on to southern New Zealand. Forecast: Light to moderate winds from a westerly quarter, weather fair and mild, but with some scattered rain to-morrow in the King Country. Seas slight.	[43, 564, 247, 637]
halls-ad: HALL'S JEWELLERS, LTD. (Next to Woolworths), HAMILTON. Phones: 1801, 4310.	[274, 498, 506, 519]
barometer-heading: Barometer	[126, 346, 164, 355]
mason-ad: McNAB & MASON, BRIDGE AND GREY STREETS. Phone 4248. Phone 4248. NEW STOCK OF MEMORIALS Designs on application.	[528, 828, 707, 860]
personal-item: Mr R. Cave, of Waitoa, who has been attached to the New Zealand Division of the Royal Navy for the past three years, will leave for Australia early in the New Year, where he will undergo a two-year course at the naval school.	[527, 1405, 708, 1481]
fatal-fall-heading: FATAL FALL	[1451, 946, 1572, 968]
paul-heading: PAUL'S BOOK ARCADE	[344, 57, 436, 66]
professional-heading: PROFESSIONAL NOTICE	[96, 1207, 194, 1216]
walker-ad: HOWEY WALKER, Surgeon Dentist, 209 Queen Street, AUCKLAND. (Corner opposite John Court, Ltd.) PHONE 41-338. Open Friday Evenings.	[43, 1042, 247, 1074]
educational-heading: EDUCATIONAL	[114, 1155, 176, 1165]
result-subject: Works and Factory Accounting	[322, 1111, 458, 1122]
tides-heading: RAGLAN TIDES	[114, 759, 176, 768]
rainfall-heading: The Rainfall	[123, 476, 167, 486]
thermometer-table: Tuesday 72 57 Wednesday 80 57	[44, 410, 246, 428]
local-item-text: Today is the birthday of King George VI, but as the official observance falls in June there will be no particular functions to mark the occasion. Flags are flown on all Government buildings.	[1180, 96, 1376, 146]
goldie-ad: GOLDIE ANDERSON (HAM.), LTD., SURGEON DENTISTS. BOOTH & CHAPMAN'S BUILDINGS, Victoria Street. Hours: 9 a.m. to 5 p.m., Friday Evening, 7 p.m. to 8 p.m. G. R. Goldie, B.D.S. G. E. Wingfield, Cert. Dent., N.Z.	[262, 741, 518, 784]
personal-item: Alderman S. S. Crick has been elected Lord Mayor of Sydney, in succession to Sir Norman Nock. Mr Crick is a prominent business man closely identified with the cinema industry.	[527, 1253, 708, 1316]
resort: TE AROHA—Mrs Evesham, Fruiterer F. S. Caldwell, Confectioner.	[261, 690, 481, 715]
waikato-times-logo: THE WAIKATO TIMES	[320, 578, 460, 594]
halls-heading: HALL'S JEWELLERS, LTD	[338, 410, 442, 419]
iron-lung-heading: IRON LUNG	[1695, 56, 1818, 80]
local-item-heading: Revered Headmaster	[1180, 1007, 1272, 1018]
dentists-heading: THE DENTISTS	[115, 1080, 175, 1090]
calendar-heading: CALENDAR	[122, 650, 169, 659]
glencoe-heading: GLENCOE HOUSE	[109, 1271, 181, 1280]
moon-heading: PHASES OF THE MOON	[98, 718, 192, 727]
indecent-text: Appearing before Mr S. L. Paterson, S.M. in the Magistrate's Court, Hamilton, to-day on remand on a charge of indecent exposure, Thomas Robinson Mateer, aged 23, milk roundsman, of Claudelands (Mr W. J. King), was placed on probation for two years.	[261, 1344, 520, 1407]
university-heading: UNIVERSITY TESTS	[322, 838, 458, 854]
channel-heading: CHANNEL TUNNEL SCHEME	[854, 624, 1036, 638]
resort: RAGLAN—"Langley's"	[261, 626, 361, 637]
rainfall-text: Rainfall for 24 hours ended 9 o'clock this morning, .01in. Rainfall for previous 24 hours, .02in. Rainfall for December to date, 2.97in. Average rainfall for December, 3.51in. Rainfall for year to date, 48.23in. Average yearly rainfall, 46.31in.	[43, 491, 247, 543]
crusade-heading: Christian Crusade	[719, 1423, 807, 1436]
memoriam-heading: IN MEMORIAM	[101, 56, 189, 69]
resort: WAIHI BEACH—"Ted" Brown's Store	[261, 652, 422, 663]
for-sale: FOR SALE	[108, 837, 182, 854]
result-names: Section LL.B.: J. V. Salisbury. Final, LL.B.: A. E. Otto.	[261, 1187, 487, 1198]
on-sale: IS ON SALE, AT 2d PER COPY at the following holiday resorts:—	[261, 595, 520, 619]
price: £525	[120, 866, 170, 893]
weather-heading: THE WEATHER	[101, 275, 189, 288]
result-names: I. B.A.: A. H. Carter. II. B.Sc.: D. A. Tait.	[261, 988, 430, 1000]
page-number: 8	[43, 8, 55, 34]
result-names: II. B.A.: Jean G. Miller.	[261, 1019, 358, 1031]
iron-lung-box	[1643, 51, 1870, 85]
local-item-text: The Court of Inquiry into the stranding of the Waikouaiti in Foveaux Strait will begin its sittings on December 21.	[1180, 165, 1376, 203]
notice-text: When on holiday you will necessarily wish to keep in touch with the latest war news and local events.	[261, 548, 520, 572]
educational-text: HAMILTON College of Hairdressing.— For prospectus apply Principal, Government Life Buildings, Hamilton. Phone 2349.	[43, 1170, 247, 1200]
iron-lung-column: IRON LUNG WAIKATO HOSPITAL VALUABLE NEW APPARATUS SAVING LIFE FOR FIRST TIME Likely to be the means of saving numerous lives in the Waikato, especially in the event of an epidemic of infantile paralysis, an "iron lung" has been installed at the Waikato Hospital, as the gift of Lord Nuffield, of England. Although best known in colloquial language as an "iron lung," the apparatus is more precisely known as a cabinet respirator. By whatever name it is called, its efficiency is undoubted. The apparatus was installed at the Waikato Hospital this week. It was acquired through the High Commissioner for New Zealand, Mr W. J. Jordan, from Lord Nuffield, who had offered the apparatus to any hospital in the British Empire free of cost. The Waikato Hospital is one of the first institutions in New Zealand to benefit from the scheme. The machine, which is British made, would cost approximately £300 landed in New Zealand, but the hospital acquired it, complete with electric motor and all minor equipment for installation, absolutely free of cost. Paralysis of Chest Although there is practically only one task the "iron lung" can perform, its value is undoubted. In fact for paralysis of the chest muscles in cases of infantile paralysis, it would be impossible to save life if the apparatus were not available immediately. Although not likely to be used often, the machine will be invaluable in time of emergency. Lives have been lost at the Waikato Hospital on previous occasions which could have been saved had a cabinet respirator been available. In the most recent epidemic of 1937 one or two lives were lost in the Waikato as a result of chest paralysis. In the last ten years, however, only about three or four deaths have resulted in the Waikato from chest paralysis. Dr. R. S. A. Graham, director of surgery at the Waikato Hospital, stated to-day that on the average epidemics of infantile paralysis occurred every seven years. During such times the cabinet respirator might become invaluable. In the intervening time it might remain unused for long periods. It could be expected that the apparatus would be used more for child cases, although it was adaptable to persons of all ages. Value to the District Simple in construction, yet invaluable in use; of comparatively new need, yet without substitute; and a machine which, to be of value, must be available on the spot immediately a case of chest paralysis is detected, the cabinet respirator was described by Dr Graham. In construction the apparatus is very simple. It is a cabinet on wheels, of proportions which would accommodate an adult patient. A rubber bellows, driven by a electric motor, pumps and sucks air to and from the cabinet to produce exactly the same effect as artificial respiration. The interior of the cabinet, in the form of a stretcher bed, draws out. The patient is placed upon it and the bed is pushed back into the cabinet, and locked air tight. The head remains out, lying upon a pillow, and a rubber collar around the neck ensures that the cabinet remains air tight. The motor is then set in motion and operates the bellows. Apparatus at Work In cases of chest paralysis the patient loses ability to breathe. Artificial respiration keeps him alive until the paralysis passes and the muscles are able to resume their normal functions. It may be necessary to keep a patient in the iron lung as long as six weeks, although longer periods have been known. It is possible to allow the patient out of the cabinet for short periods up to 15 minutes, although breathing would become laboured. As he recovers the periods outside the lung may become longer. Throughout the application the patient is conscious. The person in the lung can be fed as the head remains outside the cabinet, and it is possible to fix a book above the head so that reading can be enjoyed. Temperature inside the cabinet and the pressure of respiration can be regulated by valves. Through a window in the top of the cabinet the patient can be observed, while an opening in the side allows a nurse to place a hand inside to take the pulse or adjust bedding without disturbing the action. Nurses at the Waikato Hospital have already been instructed in the use of the cabinet and the treatment of patients for whom it is available, despite the fact that it has been installed only a few days. With the exception of chest paralysis the only cases for which the lung would be used would be certain types of poisoning. The Waikato Hospital Board decided today to convey its appreciation of the gift to the donor, Lord Nuffield. NURSES CALLED UP WAIKATO HOSPITAL SERVICE WITH THE ARMY Numbers of nurses from the Waikato Hospital have volunteered for home or overseas service with the New Zealand Forces during the war, and this week two sisters were accepted. They are Sisters E. C. Mackay, of Hamilton, and Sister N. Shewan, of Rotorua. They will leave for camp early in January. Leave was granted for them by the Waikato Hospital Board today, and it was stated that their position on the staff would be open for them upon their return. The board wished the sisters good fortune, and thanked them for their services. Mr Leo du Chateau, the well-known producer of repertory plays in Wellington, has been engaged as advance representative for J. C. Williamson's New London Dramatic Company, which is to open a New Zealand tour in Wellington on December 23 in the play, "I Killed the Count."	[1643, 51, 1870, 1698]
column-divider	[523, 51, 525, 1960]
boyes-ad: GEO. BOYES & CO., LTD., ALMA STREET, HAMILTON. Office 2213 — Evenings 3496.	[64, 942, 226, 962]
masthead-dash	[1649, 22, 1853, 23]
give-books: GIVE BOOKS THIS CHRISTMAS	[289, 71, 492, 85]
personal-item: Mr H. W. Wilson, who has been indisposed for some time, attended the meeting of the Waikato Hospital Board today, and was welcomed back by the members.	[527, 1140, 708, 1190]
